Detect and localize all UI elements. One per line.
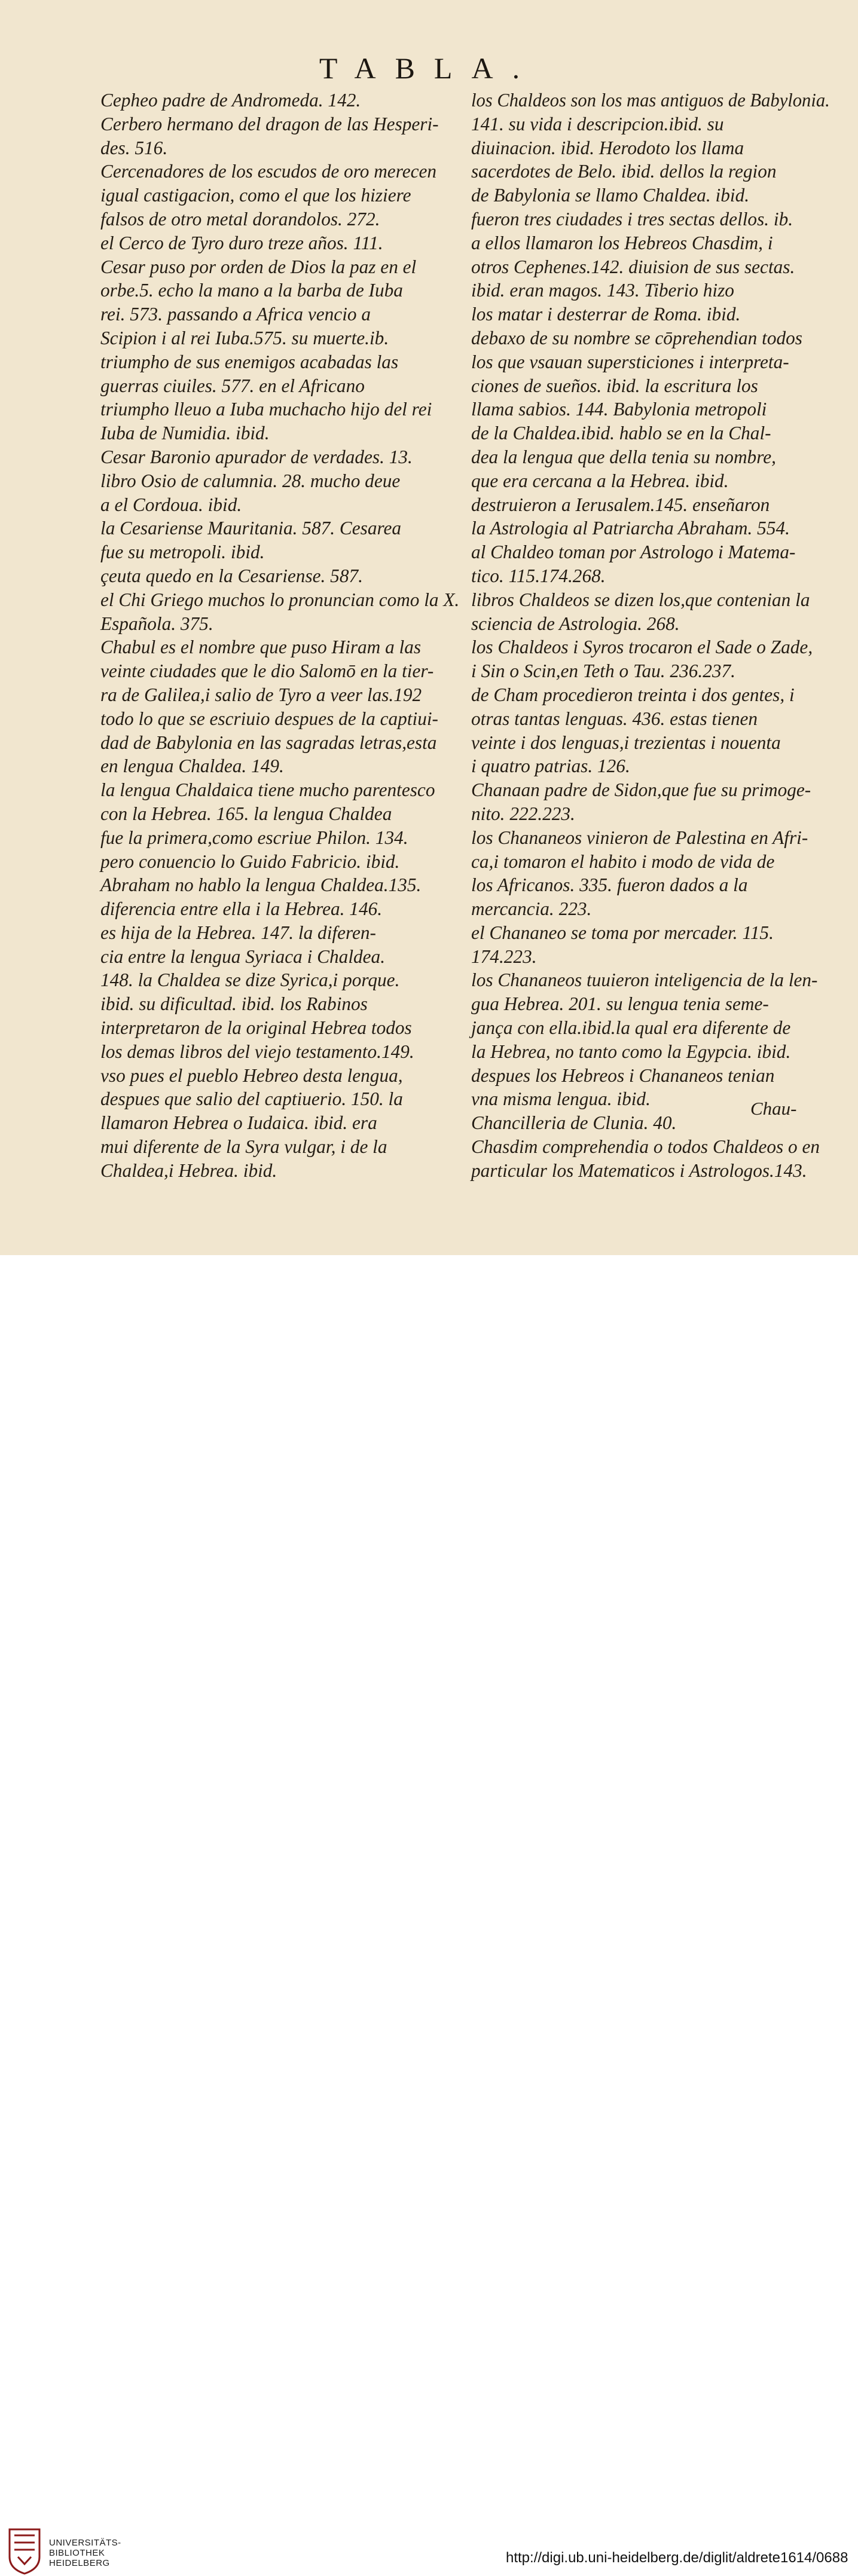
index-line: 174.223. xyxy=(471,946,537,967)
index-line: que era cercana a la Hebrea. ibid. xyxy=(471,470,729,491)
index-line: a ellos llamaron los Hebreos Chasdim, i xyxy=(471,232,773,253)
index-line: los matar i desterrar de Roma. ibid. xyxy=(471,304,741,325)
index-line: nito. 222.223. xyxy=(471,803,575,824)
index-line: de Cham procedieron treinta i dos gentes, i xyxy=(471,684,795,705)
index-line: ra de Galilea,i salio de Tyro a veer las.192 xyxy=(100,684,422,705)
index-line: fue su metropoli. ibid. xyxy=(100,541,265,563)
index-line: gua Hebrea. 201. su lengua tenia seme- xyxy=(471,993,769,1015)
index-line: la lengua Chaldaica tiene mucho parentesco xyxy=(100,779,435,801)
index-line: dad de Babylonia en las sagradas letras,esta xyxy=(100,732,437,753)
university-seal-icon xyxy=(7,2527,42,2576)
index-line: libros Chaldeos se dizen los,que contenian la xyxy=(471,589,810,610)
index-line: los Chananeos vinieron de Palestina en Afri- xyxy=(471,827,808,848)
institution-line: BIBLIOTHEK xyxy=(49,2548,105,2558)
book-page xyxy=(0,0,858,1255)
right-index-column xyxy=(471,88,830,1183)
index-line: los demas libros del viejo testamento.149. xyxy=(100,1041,414,1062)
index-line: con la Hebrea. 165. la lengua Chaldea xyxy=(100,803,392,824)
institution-line: HEIDELBERG xyxy=(49,2558,110,2568)
index-line: triumpho lleuo a Iuba muchacho hijo del rei xyxy=(100,399,432,420)
index-line: 141. su vida i descripcion.ibid. su xyxy=(471,113,724,134)
index-line: guerras ciuiles. 577. en el Africano xyxy=(100,375,365,396)
index-line: la Astrologia al Patriarcha Abraham. 554. xyxy=(471,518,790,539)
index-line: todo lo que se escriuio despues de la captiui- xyxy=(100,708,438,729)
source-url-link[interactable]: http://digi.ub.uni-heidelberg.de/diglit/aldrete1614/0688 xyxy=(506,2550,848,2566)
index-line: Cesar Baronio apurador de verdades. 13. xyxy=(100,446,413,467)
index-line: Iuba de Numidia. ibid. xyxy=(100,423,270,444)
institution-line: UNIVERSITÄTS- xyxy=(49,2538,121,2548)
catchword: Chau- xyxy=(750,1098,797,1119)
index-line: orbe.5. echo la mano a la barba de Iuba xyxy=(100,280,403,301)
index-line: cia entre la lengua Syriaca i Chaldea. xyxy=(100,946,386,967)
index-line: Chaldea,i Hebrea. ibid. xyxy=(100,1159,277,1181)
index-line: despues que salio del captiuerio. 150. la xyxy=(100,1088,403,1110)
index-line: sacerdotes de Belo. ibid. dellos la region xyxy=(471,161,777,182)
index-line: los que vsauan supersticiones i interpreta- xyxy=(471,351,789,372)
index-line: Cercenadores de los escudos de oro merecen xyxy=(100,161,437,182)
index-line: los Chananeos tuuieron inteligencia de la len- xyxy=(471,969,818,991)
index-line: a el Cordoua. ibid. xyxy=(100,494,242,515)
index-line: llamaron Hebrea o Iudaica. ibid. era xyxy=(100,1112,377,1134)
index-line: dea la lengua que della tenia su nombre, xyxy=(471,446,776,467)
index-line: pero conuencio lo Guido Fabricio. ibid. xyxy=(100,850,400,872)
index-line: i Sin o Scin,en Teth o Tau. 236.237. xyxy=(471,660,735,682)
index-line: Chasdim comprehendia o todos Chaldeos o en xyxy=(471,1136,820,1158)
index-line: libro Osio de calumnia. 28. mucho deue xyxy=(100,470,401,491)
index-line: ca,i tomaron el habito i modo de vida de xyxy=(471,850,775,872)
index-line: Española. 375. xyxy=(100,613,213,634)
index-line: triumpho de sus enemigos acabadas las xyxy=(100,351,399,372)
index-line: Chanaan padre de Sidon,que fue su primoge- xyxy=(471,779,811,801)
index-line: i quatro patrias. 126. xyxy=(471,755,630,777)
index-line: rei. 573. passando a Africa vencio a xyxy=(100,304,371,325)
index-line: veinte i dos lenguas,i trezientas i nouenta xyxy=(471,732,781,753)
index-line: ibid. su dificultad. ibid. los Rabinos xyxy=(100,993,368,1015)
index-line: des. 516. xyxy=(100,137,168,158)
index-line: igual castigacion, como el que los hiziere xyxy=(100,185,411,206)
index-line: otros Cephenes.142. diuision de sus sectas. xyxy=(471,256,795,277)
index-line: tico. 115.174.268. xyxy=(471,565,606,586)
index-line: falsos de otro metal dorandolos. 272. xyxy=(100,208,380,230)
index-line: al Chaldeo toman por Astrologo i Matema- xyxy=(471,541,796,563)
index-line: particular los Matematicos i Astrologos.143. xyxy=(471,1159,807,1181)
index-line: debaxo de su nombre se cōprehendian todos xyxy=(471,327,802,348)
index-line: Cesar puso por orden de Dios la paz en el xyxy=(100,256,417,277)
index-line: llama sabios. 144. Babylonia metropoli xyxy=(471,399,767,420)
index-line: la Hebrea, no tanto como la Egypcia. ibid. xyxy=(471,1041,791,1062)
index-line: fueron tres ciudades i tres sectas dellos. ib. xyxy=(471,208,793,230)
index-line: diuinacion. ibid. Herodoto los llama xyxy=(471,137,744,158)
index-line: vso pues el pueblo Hebreo desta lengua, xyxy=(100,1064,403,1086)
index-line: ibid. eran magos. 143. Tiberio hizo xyxy=(471,280,734,301)
index-line: veinte ciudades que le dio Salomō en la tier- xyxy=(100,660,434,682)
index-line: Chabul es el nombre que puso Hiram a las xyxy=(100,637,422,658)
page-header: TABLA. xyxy=(319,51,539,85)
index-line: vna misma lengua. ibid. xyxy=(471,1088,651,1110)
index-line: los Chaldeos son los mas antiguos de Babylonia. xyxy=(471,90,830,111)
index-line: interpretaron de la original Hebrea todos xyxy=(100,1017,412,1039)
index-line: diferencia entre ella i la Hebrea. 146. xyxy=(100,898,383,920)
index-line: en lengua Chaldea. 149. xyxy=(100,755,284,777)
index-line: ciones de sueños. ibid. la escritura los xyxy=(471,375,758,396)
footer-bar xyxy=(0,1255,858,2568)
left-index-column xyxy=(100,88,459,1183)
index-line: Cepheo padre de Andromeda. 142. xyxy=(100,90,361,111)
index-line: los Africanos. 335. fueron dados a la xyxy=(471,874,748,896)
index-line: sciencia de Astrologia. 268. xyxy=(471,613,680,634)
index-line: el Chananeo se toma por mercader. 115. xyxy=(471,922,774,943)
institution-name xyxy=(49,2538,121,2568)
index-line: es hija de la Hebrea. 147. la diferen- xyxy=(100,922,376,943)
index-line: los Chaldeos i Syros trocaron el Sade o Zade, xyxy=(471,637,813,658)
index-line: el Cerco de Tyro duro treze años. 111. xyxy=(100,232,383,253)
index-line: despues los Hebreos i Chananeos tenian xyxy=(471,1064,775,1086)
index-line: çeuta quedo en la Cesariense. 587. xyxy=(100,565,363,586)
index-line: fue la primera,como escriue Philon. 134. xyxy=(100,827,408,848)
index-line: Scipion i al rei Iuba.575. su muerte.ib. xyxy=(100,327,389,348)
index-line: de Babylonia se llamo Chaldea. ibid. xyxy=(471,185,750,206)
index-line: Chancilleria de Clunia. 40. xyxy=(471,1112,677,1134)
index-line: mui diferente de la Syra vulgar, i de la xyxy=(100,1136,387,1158)
index-line: el Chi Griego muchos lo pronuncian como la X. xyxy=(100,589,460,610)
index-line: de la Chaldea.ibid. hablo se en la Chal- xyxy=(471,423,771,444)
index-line: otras tantas lenguas. 436. estas tienen xyxy=(471,708,758,729)
index-line: mercancia. 223. xyxy=(471,898,592,920)
index-line: Cerbero hermano del dragon de las Hesperi- xyxy=(100,113,439,134)
index-line: destruieron a Ierusalem.145. enseñaron xyxy=(471,494,770,515)
index-line: jança con ella.ibid.la qual era diferente de xyxy=(471,1017,791,1039)
index-line: 148. la Chaldea se dize Syrica,i porque. xyxy=(100,969,400,991)
index-line: Abraham no hablo la lengua Chaldea.135. xyxy=(100,874,422,896)
index-line: la Cesariense Mauritania. 587. Cesarea xyxy=(100,518,402,539)
